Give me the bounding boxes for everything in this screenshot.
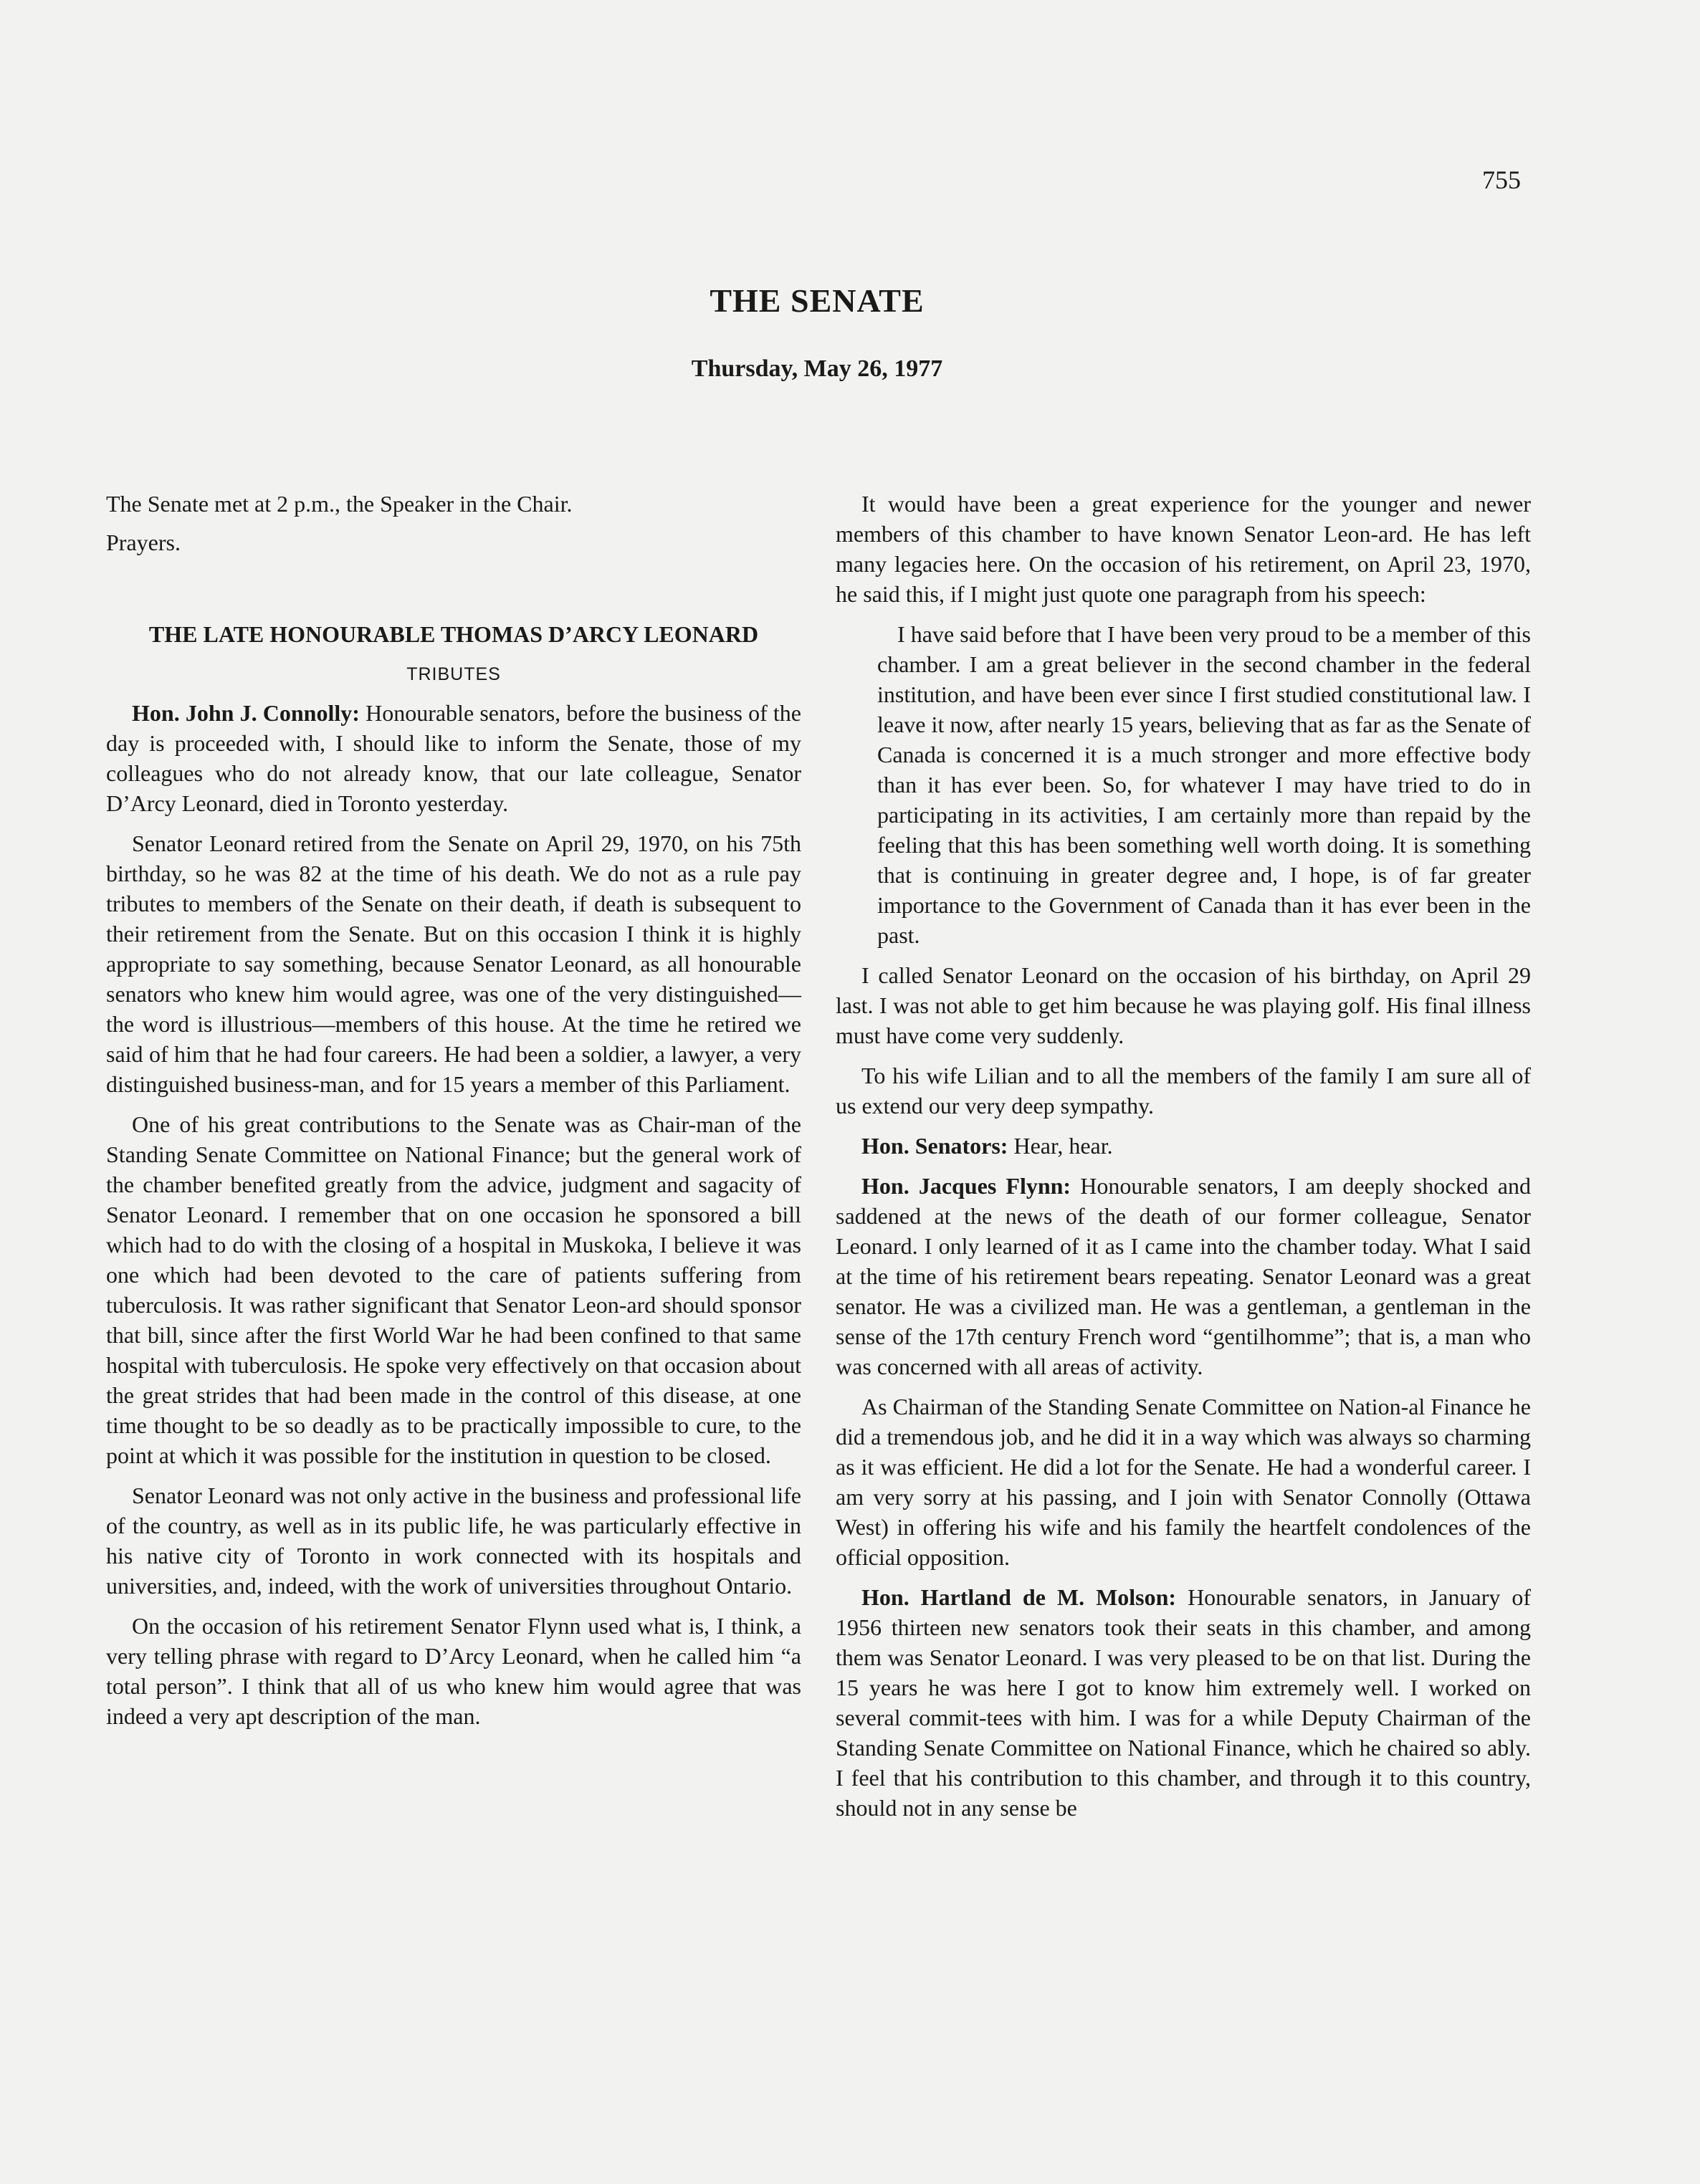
page-number: 755 [1482, 166, 1521, 194]
page-title: THE SENATE [710, 282, 925, 319]
speaker-name: Hon. Senators: [861, 1133, 1008, 1159]
paragraph-text: Honourable senators, in January of 1956 thirteen new senators took their seats in this chamber, and among them was Senator Leonard. I was very pleased to be on that list. During the 15 years he was here I got to know him extremely well. I worked on several commit-tees with him. I was for a while Deputy Chairman of the Standing Senate Committee on National Finance, which he chaired so ably. I feel that his contribution to this chamber, and through it to this country, should not in any sense be [836, 1584, 1532, 1821]
paragraph-text: Hear, hear. [1008, 1133, 1113, 1159]
speaker-name: Hon. Hartland de M. Molson: [861, 1584, 1177, 1610]
left-column [106, 489, 801, 1741]
paragraph: To his wife Lilian and to all the members of the family I am sure all of us extend our very deep sympathy. [836, 1063, 1531, 1119]
paragraph-text: Honourable senators, I am deeply shocked and saddened at the news of the death of our former colleague, Senator Leonard. I only learned of it as I came into the chamber today. What I said at the time of his retirement bears repeating. Senator Leonard was a great senator. He was a civilized man. He was a gentleman, a gentleman in the sense of the 17th century French word “gentilhomme”; that is, a man who was concerned with all areas of activity. [836, 1173, 1532, 1379]
paragraph: It would have been a great experience for the younger and newer members of this chamber to have known Senator Leon-ard. He has left many legacies here. On the occasion of his retirement, on April 23, 1970, he said this, if I might just quote one paragraph from his speech: [836, 491, 1531, 607]
opening-line: The Senate met at 2 p.m., the Speaker in the Chair. [106, 491, 573, 517]
paragraph [836, 1131, 1531, 1161]
paragraph: I called Senator Leonard on the occasion of his birthday, on April 29 last. I was not able to get him because he was playing golf. His final illness must have come very suddenly. [836, 962, 1531, 1048]
paragraph [106, 698, 801, 818]
paragraph: As Chairman of the Standing Senate Committee on Nation-al Finance he did a tremendous job, and he did it in a way which was always so charming as it was efficient. He did a lot for the Senate. He had a wonderful career. I am very sorry at his passing, and I join with Senator Connolly (Ottawa West) in offering his wife and his family the heartfelt condolences of the official opposition. [836, 1394, 1531, 1570]
speaker-name: Hon. Jacques Flynn: [861, 1173, 1071, 1199]
paragraph [836, 1582, 1531, 1823]
sitting-date: Thursday, May 26, 1977 [691, 355, 943, 382]
speaker-name: Hon. John J. Connolly: [132, 700, 360, 726]
paragraph: Senator Leonard retired from the Senate on April 29, 1970, on his 75th birthday, so he was 82 at the time of his death. We do not as a rule pay tributes to members of the Senate on their death, if death is subsequent to their retirement from the Senate. But on this occasion I think it is highly appropriate to say something, because Senator Leonard, as all honourable senators who knew him would agree, was one of the very distinguished—the word is illustrious—members of this house. At the time he retired we said of him that he had four careers. He had been a soldier, a lawyer, a very distinguished business-man, and for 15 years a member of this Parliament. [106, 830, 801, 1097]
prayers-line: Prayers. [106, 530, 181, 555]
quotation: I have said before that I have been very proud to be a member of this chamber. I am a great believer in the second chamber in the federal institution, and have been ever since I first studied constitutional law. I leave it now, after nearly 15 years, believing that as far as the Senate of Canada is concerned it is a much stronger and more effective body than it has ever been. So, for whatever I may have tried to do in participating in its activities, I am certainly more than repaid by the feeling that this has been something well worth doing. It is something that is continuing in greater degree and, I hope, is of far greater importance to the Government of Canada than it has ever been in the past. [877, 621, 1531, 948]
paragraph: One of his great contributions to the Senate was as Chair-man of the Standing Senate Committee on National Finance; but the general work of the chamber benefited greatly from the advice, judgment and sagacity of Senator Leonard. I remember that on one occasion he sponsored a bill which had to do with the closing of a hospital in Muskoka, I believe it was one which had been devoted to the care of patients suffering from tuberculosis. It was rather significant that Senator Leon-ard should sponsor that bill, since after the first World War he had been confined to that same hospital with tuberculosis. He spoke very effectively on that occasion about the great strides that had been made in the control of this disease, at one time thought to be so deadly as to be practically impossible to cure, to the point at which it was possible for the institution in question to be closed. [106, 1111, 801, 1468]
paragraph: Senator Leonard was not only active in the business and professional life of the country, as well as in its public life, he was particularly effective in his native city of Toronto in work connected with its hospitals and universities, and, indeed, with the work of universities throughout Ontario. [106, 1483, 801, 1599]
section-heading: THE LATE HONOURABLE THOMAS D’ARCY LEONARD [148, 621, 759, 647]
paragraph-text: Honourable senators, before the business of the day is proceeded with, I should like to inform the Senate, those of my colleagues who do not already know, that our late colleague, Senator D’Arcy Leonard, died in Toronto yesterday. [106, 700, 802, 816]
right-column [836, 489, 1531, 1833]
paragraph: On the occasion of his retirement Senator Flynn used what is, I think, a very telling phrase with regard to D’Arcy Leonard, when he called him “a total person”. I think that all of us who knew him would agree that was indeed a very apt description of the man. [106, 1613, 801, 1729]
section-subheading: TRIBUTES [406, 664, 501, 684]
paragraph [836, 1171, 1531, 1381]
